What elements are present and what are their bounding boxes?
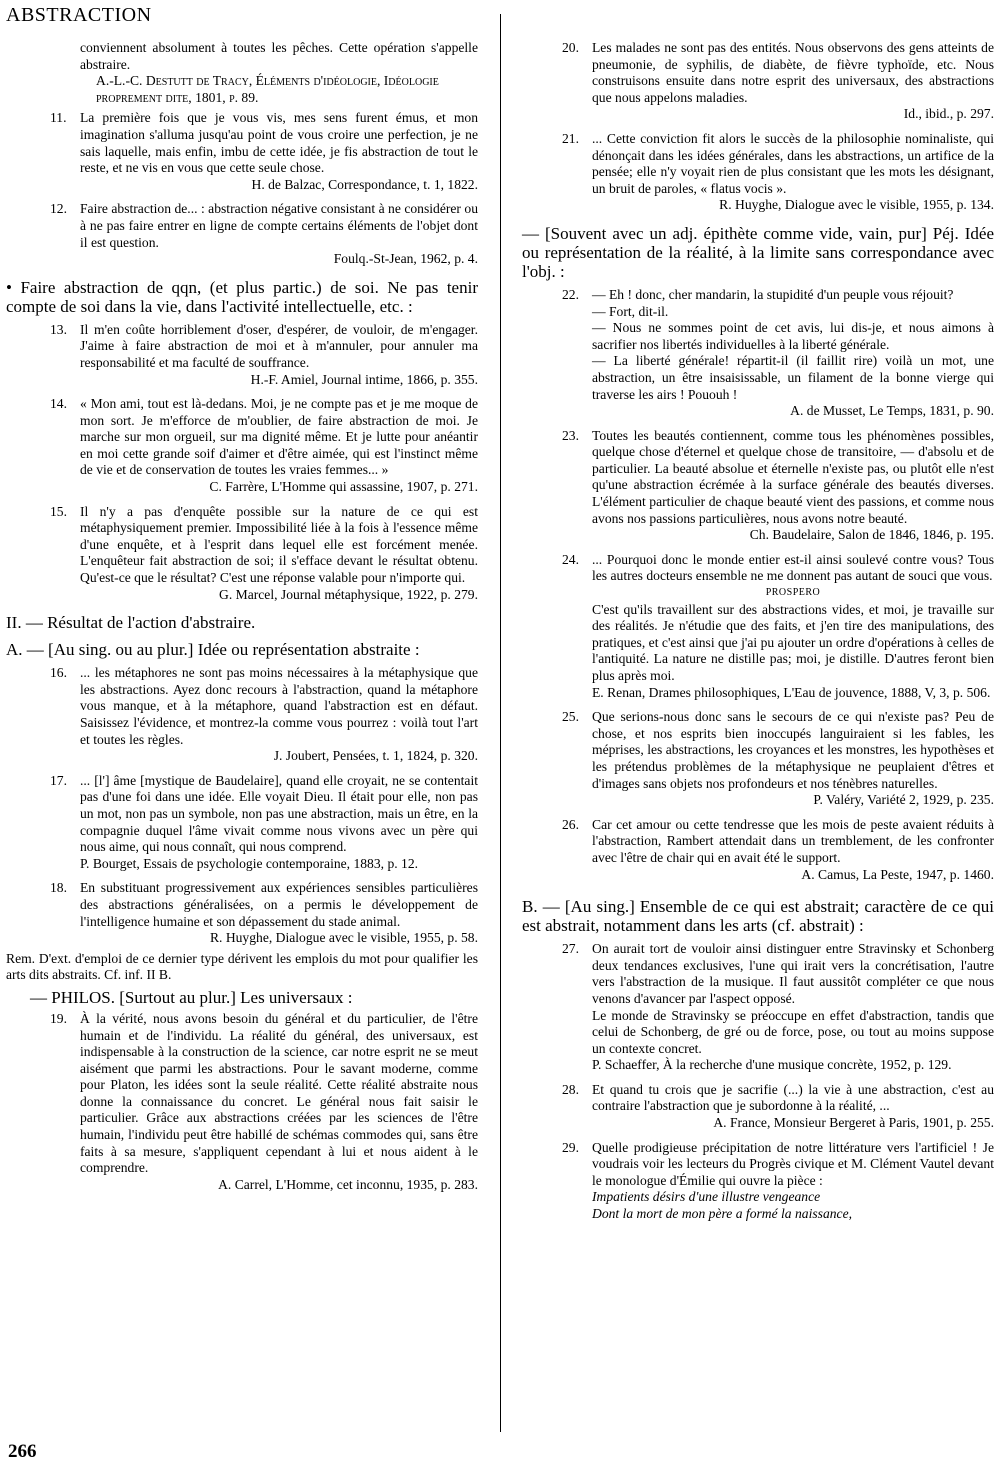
example-15 (6, 504, 478, 604)
example-text: Il n'y a pas d'enquête possible sur la nature de ce qui est métaphysiquement premier. Impossibilité liée à la fois à l'essence même d'une enquête, et à l'esprit dans lequel elle est forcément menée. L'enquêteur fait abstraction de soi; il s'efface devant le résultat obtenu. Qu'est-ce que le résultat? C'est une réponse valable pour n'importe qui. (80, 503, 478, 586)
quote-source: A.-L.-C. Destutt de Tracy, Éléments d'idéologie, Idéologie proprement dite, 1801, p. 89. (96, 73, 439, 105)
remark: Rem. D'ext. d'emploi de ce dernier type dérivent les emplois du mot pour qualifier les arts dits abstraits. Cf. inf. II B. (6, 950, 478, 983)
example-text: Car cet amour ou cette tendresse que les mois de peste avaient réduits à l'abstraction, Rambert attendait dans un tremblement, de les confronter avec l'être de chair qui en avait été le support. (592, 816, 994, 865)
running-header: ABSTRACTION (6, 4, 152, 26)
page-number: 266 (8, 1441, 37, 1462)
example-18 (6, 880, 478, 946)
example-text: « Mon ami, tout est là-dedans. Moi, je ne compte pas et je me moque de mon sort. Je m'efforce de m'oublier, de faire abstraction de moi. Je marche sur mon orgueil, sur ma dignité même. Et je lutte pour anéantir en moi cette grande soif d'aimer et d'être aimée, qui est l'instinct même de vie et de conservation de toutes les vraies femmes... » (80, 396, 478, 478)
dialogue-line: — Fort, dit-il. (592, 303, 669, 319)
example-22 (522, 287, 994, 420)
section-heading-ii: II. — Résultat de l'action d'abstraire. (6, 613, 256, 633)
example-29 (522, 1140, 994, 1223)
example-source: R. Huyghe, Dialogue avec le visible, 1955, p. 58. (209, 930, 478, 946)
example-24 (522, 552, 994, 701)
example-source: Id., ibid., p. 297. (903, 106, 994, 122)
example-text: On aurait tort de vouloir ainsi distinguer entre Stravinsky et Schonberg deux tendances exclusives, l'une qui irait vers la concrétisation, l'autre vers l'abstraction de la musique. Il faut aussitôt compléter ce que nous venons d'avancer par l'aspect opposé. (592, 941, 994, 1006)
example-text: Il m'en coûte horriblement d'oser, d'espérer, de vouloir, de m'engager. J'aime à faire abstraction de moi et à m'annuler, pour annuler ma responsabilité et ma faculté de souffrance. (80, 321, 478, 370)
example-source: P. Schaeffer, À la recherche d'une musique concrète, 1952, p. 129. (592, 1057, 952, 1073)
example-17 (6, 773, 478, 873)
example-text: Les malades ne sont pas des entités. Nous observons des gens atteints de pneumonie, de syphilis, de diabète, de fièvre typhoïde, etc. Nous construisons ensuite dans notre esprit des universaux, des abstractions que nous appelons maladies. (592, 40, 994, 105)
example-23 (522, 428, 994, 544)
example-text: ... les métaphores ne sont pas moins nécessaires à la métaphysique que les abstractions. Ayez donc recours à l'abstraction, quand la métaphore vous manque, et à la métaphore, quand l'abstraction est en défaut. Saisissez l'évidence, et montrez-la comme vous pourrez : voilà tout l'art et toutes les règles. (80, 665, 478, 747)
subsection-heading-a: A. — [Au sing. ou au plur.] Idée ou représentation abstraite : (6, 640, 420, 660)
sense-heading: • Faire abstraction de qqn, (et plus partic.) de soi. Ne pas tenir compte de soi dans la vie, dans l'activité intellectuelle, etc. : (6, 277, 478, 316)
example-source: Ch. Baudelaire, Salon de 1846, 1846, p. 195. (749, 527, 994, 543)
example-source: G. Marcel, Journal métaphysique, 1922, p. 279. (219, 586, 478, 602)
example-text: Et quand tu crois que je sacrifie (...) la vie à une abstraction, c'est au contraire l'abstraction que je subordonne à la réalité, ... (592, 1081, 994, 1114)
subsection-heading-b: B. — [Au sing.] Ensemble de ce qui est abstrait; caractère de ce qui est abstrait, notamment dans les arts (cf. abstrait) : (522, 897, 994, 936)
example-source: J. Joubert, Pensées, t. 1, 1824, p. 320. (273, 748, 478, 764)
example-26 (522, 817, 994, 883)
example-text: En substituant progressivement aux expériences sensibles particulières des abstractions généralisées, on a permis le développement de l'intelligence humaine et son dépassement du stade animal. (80, 880, 478, 929)
example-text: Toutes les beautés contiennent, comme tous les phénomènes possibles, quelque chose d'éternel et quelque chose de transitoire, — d'absolu et de particulier. La beauté absolue et éternelle n'existe pas, ou plutôt elle n'est qu'une abstraction écrémée à la surface générale des beautés diverses. L'élément particulier de chaque beauté vient des passions, et comme nous avons nos passions particulières, nous avons notre beauté. (592, 427, 994, 526)
example-number: 20. (562, 40, 579, 55)
verse-line: Impatients désirs d'une illustre vengeance (592, 1189, 821, 1205)
example-source: E. Renan, Drames philosophiques, L'Eau de jouvence, 1888, V, 3, p. 506. (592, 684, 991, 700)
example-text: Que serions-nous donc sans le secours de ce qui n'existe pas? Peu de chose, et nos esprits bien inoccupés languiraient si les fables, les méprises, les abstractions, les croyances et les monstres, les hypothèses et les prétendus problèmes de la métaphysique ne peuplaient d'êtres et d'images sans objets nos profondeurs et nos ténèbres naturelles. (592, 709, 994, 791)
example-text: ... Cette conviction fit alors le succès de la philosophie nominaliste, qui dénonçait dans les idées générales, dans les abstractions, un artifice de la pensée; elle n'y voyait rien de plus consistant que les mots les désignant, un bruit de paroles, « flatus vocis ». (592, 130, 994, 196)
example-number: 27. (562, 941, 579, 957)
example-number: 12. (50, 201, 67, 217)
example-number: 24. (562, 551, 579, 567)
example-source: P. Bourget, Essais de psychologie contemporaine, 1883, p. 12. (80, 855, 419, 871)
example-number: 15. (50, 503, 67, 519)
example-28 (522, 1082, 994, 1132)
example-12 (6, 201, 478, 267)
example-19 (6, 1011, 478, 1194)
example-text: À la vérité, nous avons besoin du général et du particulier, de l'être humain et de l'individu. La réalité du général, des universaux, est indispensable à la construction de la science, car notre esprit ne se meut aisément que parmi les abstractions. Pour le savant moderne, comme pour Platon, les idées sont la seule réalité. Cette réalité abstraite nous donne la connaissance du concret. Le général nous fait saisir le particulier. Grâce aux abstractions créées par les sciences de l'être humain, l'individu peut être habillé de schémas commodes qui, sans être faits à sa mesure, s'appliquent cependant à lui et nous aident à le comprendre. (80, 1010, 478, 1176)
example-text: Faire abstraction de... : abstraction négative consistant à ne considérer ou à ne pas faire entrer en ligne de compte certains éléments de l'objet dont il est question. (80, 201, 478, 250)
dialogue-line: — Eh ! donc, cher mandarin, la stupidité d'un peuple vous réjouit? (592, 286, 954, 302)
verse-line: Dont la mort de mon père a formé la naissance, (592, 1206, 853, 1222)
example-number: 28. (562, 1081, 579, 1097)
example-source: A. Camus, La Peste, 1947, p. 1460. (801, 866, 994, 882)
example-source: H.-F. Amiel, Journal intime, 1866, p. 355. (250, 371, 478, 387)
example-source: P. Valéry, Variété 2, 1929, p. 235. (813, 792, 994, 808)
example-text: ... [l'] âme [mystique de Baudelaire], quand elle croyait, ne se contentait pas d'une foi dans une idée. Elle voyait Dieu. Il était pour elle, non pas un mot, non pas un symbole, non pas une abstraction, mais un être, en la compagnie duquel l'âme vivait comme nous vivons avec un père qui nous aime, qui nous connaît, qui nous comprend. (80, 772, 478, 855)
example-source: A. Carrel, L'Homme, cet inconnu, 1935, p. 283. (218, 1176, 478, 1192)
example-source: R. Huyghe, Dialogue avec le visible, 1955, p. 134. (719, 197, 994, 213)
left-column (6, 40, 478, 1197)
example-number: 25. (562, 709, 579, 725)
example-number: 17. (50, 772, 67, 788)
example-13 (6, 322, 478, 388)
example-number: 13. (50, 321, 67, 337)
example-number: 11. (50, 110, 67, 126)
example-source: Foulq.-St-Jean, 1962, p. 4. (333, 251, 478, 267)
example-11 (6, 110, 478, 193)
example-number: 19. (50, 1010, 67, 1026)
example-source: A. France, Monsieur Bergeret à Paris, 1901, p. 255. (713, 1115, 994, 1131)
example-number: 29. (562, 1139, 579, 1155)
example-25 (522, 709, 994, 809)
example-number: 22. (562, 286, 579, 302)
dialogue-line: — La liberté générale! répartit-il (il faillit rire) voilà un mot, une abstraction, un être insaisissable, un filament de la bonne vierge qui traverse les airs ! Pououh ! (592, 353, 994, 402)
example-number: 16. (50, 665, 67, 681)
example-21 (522, 131, 994, 214)
example-20 (522, 40, 994, 123)
philos-heading: — PHILOS. [Surtout au plur.] Les universaux : (30, 987, 353, 1007)
example-number: 14. (50, 396, 67, 412)
example-text: ... Pourquoi donc le monde entier est-il ainsi soulevé contre vous? Tous les autres docteurs ensemble ne me donnent pas autant de souci que vous. (592, 551, 994, 584)
dialogue-line: — Nous ne sommes point de cet avis, lui dis-je, et nous aimons à sacrifier nos libertés individuelles à la liberté générale. (592, 320, 994, 352)
example-16 (6, 665, 478, 765)
continued-quote: conviennent absolument à toutes les pêches. Cette opération s'appelle abstraire. (80, 40, 478, 72)
example-text: La première fois que je vous vis, mes sens furent émus, et mon imagination s'alluma jusqu'au point de vous croire une perfection, je ne sais laquelle, mais enfin, imbu de cette idée, je fis abstraction de tout le reste, et ne vis en vous que cette seule chose. (80, 110, 478, 176)
example-number: 23. (562, 427, 579, 443)
example-number: 18. (50, 880, 67, 896)
example-source: H. de Balzac, Correspondance, t. 1, 1822. (251, 176, 478, 192)
example-text: Le monde de Stravinsky se préoccupe en effet d'abstraction, tandis que celui de Schonberg, de gré ou de force, pose, ou tout au moins suppose un contexte concret. (592, 1007, 994, 1056)
example-text: Quelle prodigieuse précipitation de notre littérature vers l'artificiel ! Je voudrais voir les lecteurs du Progrès civique et M. Clément Vautel devant le monologue d'Émilie qui ouvre la pièce : (592, 1139, 994, 1188)
example-source: C. Farrère, L'Homme qui assassine, 1907, p. 271. (209, 479, 478, 495)
example-27 (522, 941, 994, 1074)
example-text: C'est qu'ils travaillent sur des abstractions vides, et moi, je travaille sur des réalités. Je n'étudie que des faits, et j'en tire des manipulations, des pratiques, et c'est ainsi que j'ai pu ajouter un ordre d'opérations à celles de l'antiquité. La nature ne distille pas; moi, je distille. D'autres feront bien plus après moi. (592, 601, 994, 683)
right-column (522, 40, 994, 1227)
example-source: A. de Musset, Le Temps, 1831, p. 90. (790, 403, 994, 419)
example-number: 26. (562, 816, 579, 832)
sense-heading-pej: — [Souvent avec un adj. épithète comme vide, vain, pur] Péj. Idée ou représentation de la réalité, à la limite sans correspondance avec l'obj. : (522, 223, 994, 281)
speaker-name: PROSPERO (765, 587, 821, 599)
example-number: 21. (562, 130, 579, 146)
example-14 (6, 396, 478, 496)
column-divider (500, 14, 501, 1432)
